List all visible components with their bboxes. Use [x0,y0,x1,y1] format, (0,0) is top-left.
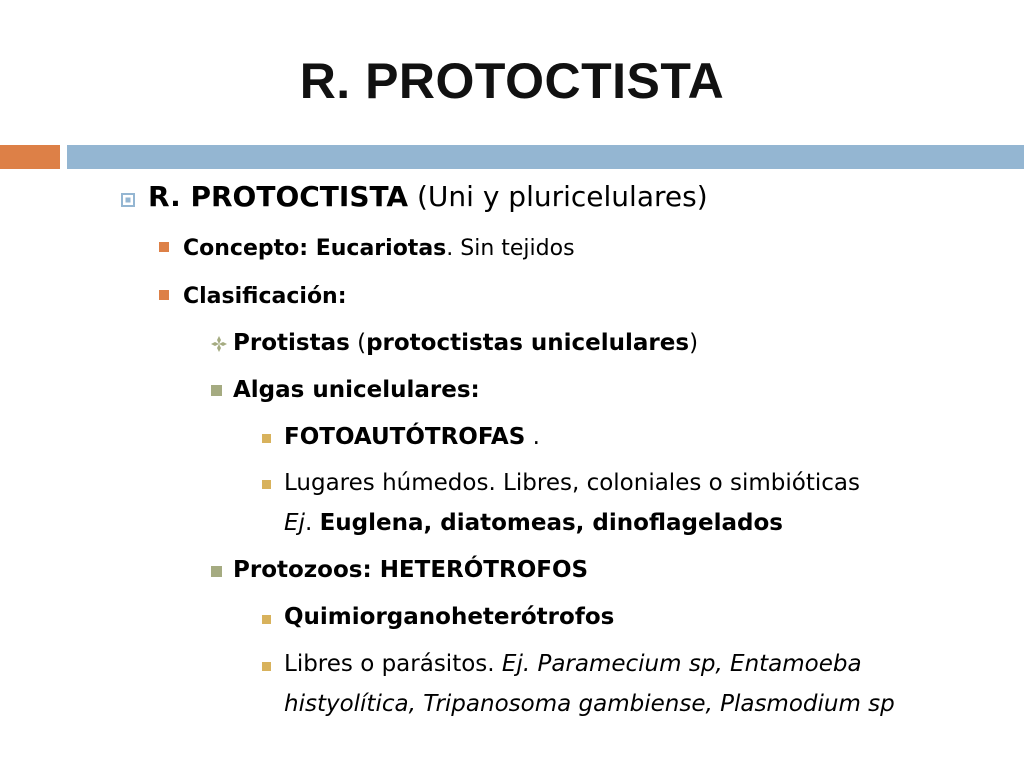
bullet-italic-text: Ej. Paramecium sp, Entamoeba [501,651,862,677]
bullet-bold-text: Euglena, diatomeas, dinoflagelados [319,510,783,536]
bullet-lugares-humedos-cont [284,510,783,536]
bullet-bold-text: Protistas [233,330,350,356]
bullet-text: ) [689,330,699,356]
bullet-bold-text: Concepto [183,236,300,261]
bullet-clasificacion [183,284,347,309]
bullet-bold-text: Protozoos: [233,557,380,583]
bullet-text: . [525,424,540,450]
bullet-protozoos [233,557,588,583]
square-bullet-icon [262,480,271,489]
bullet-libres-parasitos [284,651,862,677]
bullet-italic-text: histyolítica, Tripanosoma gambiense, Plasmodium sp [284,691,895,717]
bullet-text: . [304,510,320,536]
square-bullet-icon [262,434,271,443]
bullet-bold-text: protoctistas unicelulares [366,330,690,356]
bullet-bold-text: Clasificación: [183,284,347,309]
bullet-protistas [233,330,698,356]
square-bullet-icon [262,615,271,624]
bullet-text: (Uni y pluricelulares) [408,180,708,213]
bullet-bold-text: Algas unicelulares: [233,377,480,403]
square-outline-bullet-icon [121,193,135,207]
bullet-bold-text: FOTOAUTÓTROFAS [284,424,526,450]
bullet-text: Lugares húmedos. Libres, coloniales o simbióticas [284,470,860,496]
bullet-bold-text: R. PROTOCTISTA [148,180,409,213]
bullet-text: . Sin tejidos [446,236,575,261]
square-bullet-icon [211,566,222,577]
bullet-quimiorganoheterotrofos [284,604,614,630]
bullet-fotoautotrofas [284,424,540,450]
bullet-lugares-humedos [284,470,860,496]
square-bullet-icon [159,290,169,300]
bullet-italic-text: Ej [284,510,305,536]
bullet-bold-text: : Eucariotas [299,236,447,261]
bullet-libres-parasitos-cont [284,691,895,717]
square-bullet-icon [211,385,222,396]
square-bullet-icon [262,662,271,671]
bullet-text: Libres o parásitos. [284,651,502,677]
slide-title: R. PROTOCTISTA [299,53,725,109]
bullet-text: ( [349,330,367,356]
bullet-concepto [183,236,575,261]
bullet-bold-text: Quimiorganoheterótrofos [284,604,615,630]
diamond-bullet-icon [211,336,227,352]
bullet-reino-protoctista [148,180,708,213]
bullet-bold-text: HETERÓTROFOS [379,557,589,583]
square-bullet-icon [159,242,169,252]
bullet-algas [233,377,480,403]
